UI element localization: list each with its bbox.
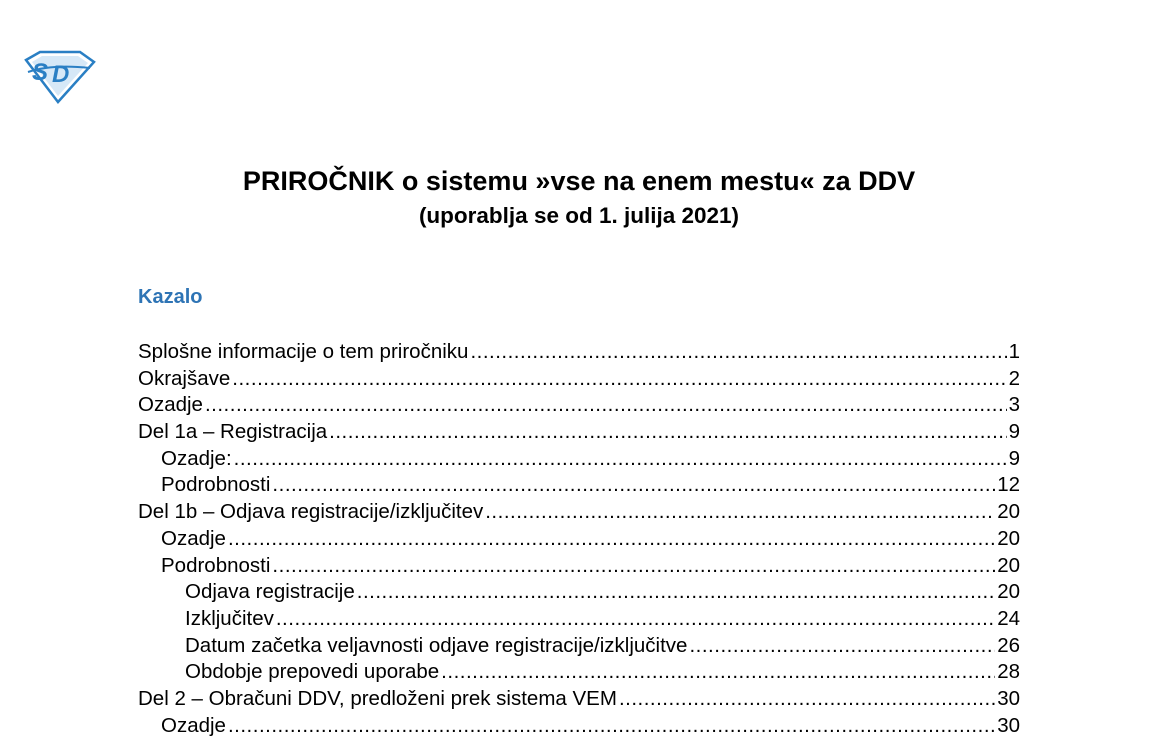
toc-entry[interactable] <box>138 473 1020 500</box>
toc-entry-page: 12 <box>997 473 1020 497</box>
toc-dot-leader <box>619 687 995 711</box>
document-title: PRIROČNIK o sistemu »vse na enem mestu« za DDV <box>242 166 916 196</box>
toc-entry[interactable] <box>138 500 1020 527</box>
toc-entry-label: Splošne informacije o tem priročniku <box>138 340 469 363</box>
toc-entry[interactable] <box>138 634 1020 661</box>
svg-text:S: S <box>32 59 49 86</box>
toc-dot-leader <box>357 580 995 604</box>
toc-entry-label: Datum začetka veljavnosti odjave registracije/izključitve <box>185 633 688 657</box>
toc-dot-leader <box>470 340 1006 364</box>
toc-dot-leader <box>232 367 1006 391</box>
document-subtitle: (uporablja se od 1. julija 2021) <box>418 203 740 228</box>
toc-entry-page: 1 <box>1008 340 1020 363</box>
toc-entry-label: Podrobnosti <box>161 473 271 497</box>
svg-text:D: D <box>52 61 70 88</box>
toc-entry-page: 24 <box>997 606 1020 630</box>
toc-entry[interactable] <box>138 687 1020 714</box>
toc-entry[interactable] <box>138 527 1020 554</box>
toc-dot-leader <box>228 714 995 738</box>
toc-entry-page: 20 <box>997 553 1020 577</box>
toc-heading: Kazalo <box>138 286 203 308</box>
toc-entry-page: 2 <box>1008 366 1020 390</box>
toc-entry-label: Del 2 – Obračuni DDV, predloženi prek sistema VEM <box>138 686 617 710</box>
toc-entry-page: 20 <box>997 500 1020 524</box>
toc-entry[interactable] <box>138 607 1020 634</box>
toc-entry[interactable] <box>138 580 1020 607</box>
toc-entry-label: Ozadje <box>138 393 203 417</box>
toc-entry[interactable] <box>138 660 1020 687</box>
toc-entry-label: Ozadje: <box>161 446 232 470</box>
toc-dot-leader <box>276 607 995 631</box>
table-of-contents <box>138 340 1020 740</box>
toc-entry-label: Podrobnosti <box>161 553 271 577</box>
toc-entry-page: 20 <box>997 526 1020 550</box>
toc-entry-label: Del 1a – Registracija <box>138 420 328 444</box>
toc-entry[interactable] <box>138 447 1020 474</box>
toc-entry-label: Odjava registracije <box>185 580 355 604</box>
toc-entry-label: Ozadje <box>161 526 226 550</box>
toc-entry-label: Del 1b – Odjava registracije/izključitev <box>138 500 484 524</box>
toc-dot-leader <box>485 500 995 524</box>
toc-entry-page: 20 <box>997 580 1020 604</box>
toc-dot-leader <box>329 420 1006 444</box>
toc-dot-leader <box>234 447 1007 471</box>
toc-entry-label: Izključitev <box>185 606 274 630</box>
toc-entry-label: Ozadje <box>161 713 226 737</box>
toc-entry-page: 9 <box>1008 420 1020 444</box>
toc-entry-page: 26 <box>997 633 1020 657</box>
toc-entry[interactable] <box>138 554 1020 581</box>
toc-entry-label: Obdobje prepovedi uporabe <box>185 660 440 684</box>
logo-icon <box>22 50 96 104</box>
toc-dot-leader <box>441 660 995 684</box>
toc-dot-leader <box>228 527 995 551</box>
toc-entry-page: 30 <box>997 713 1020 737</box>
toc-entry[interactable] <box>138 420 1020 447</box>
toc-entry[interactable] <box>138 393 1020 420</box>
toc-entry[interactable] <box>138 367 1020 394</box>
toc-entry[interactable] <box>138 714 1020 741</box>
toc-entry[interactable] <box>138 340 1020 367</box>
toc-dot-leader <box>272 473 995 497</box>
toc-entry-page: 9 <box>1008 446 1020 470</box>
toc-dot-leader <box>205 393 1007 417</box>
toc-dot-leader <box>272 554 995 578</box>
toc-entry-page: 28 <box>997 660 1020 684</box>
toc-entry-page: 3 <box>1008 393 1020 417</box>
toc-entry-page: 30 <box>997 686 1020 710</box>
toc-entry-label: Okrajšave <box>138 366 231 390</box>
toc-dot-leader <box>689 634 995 658</box>
